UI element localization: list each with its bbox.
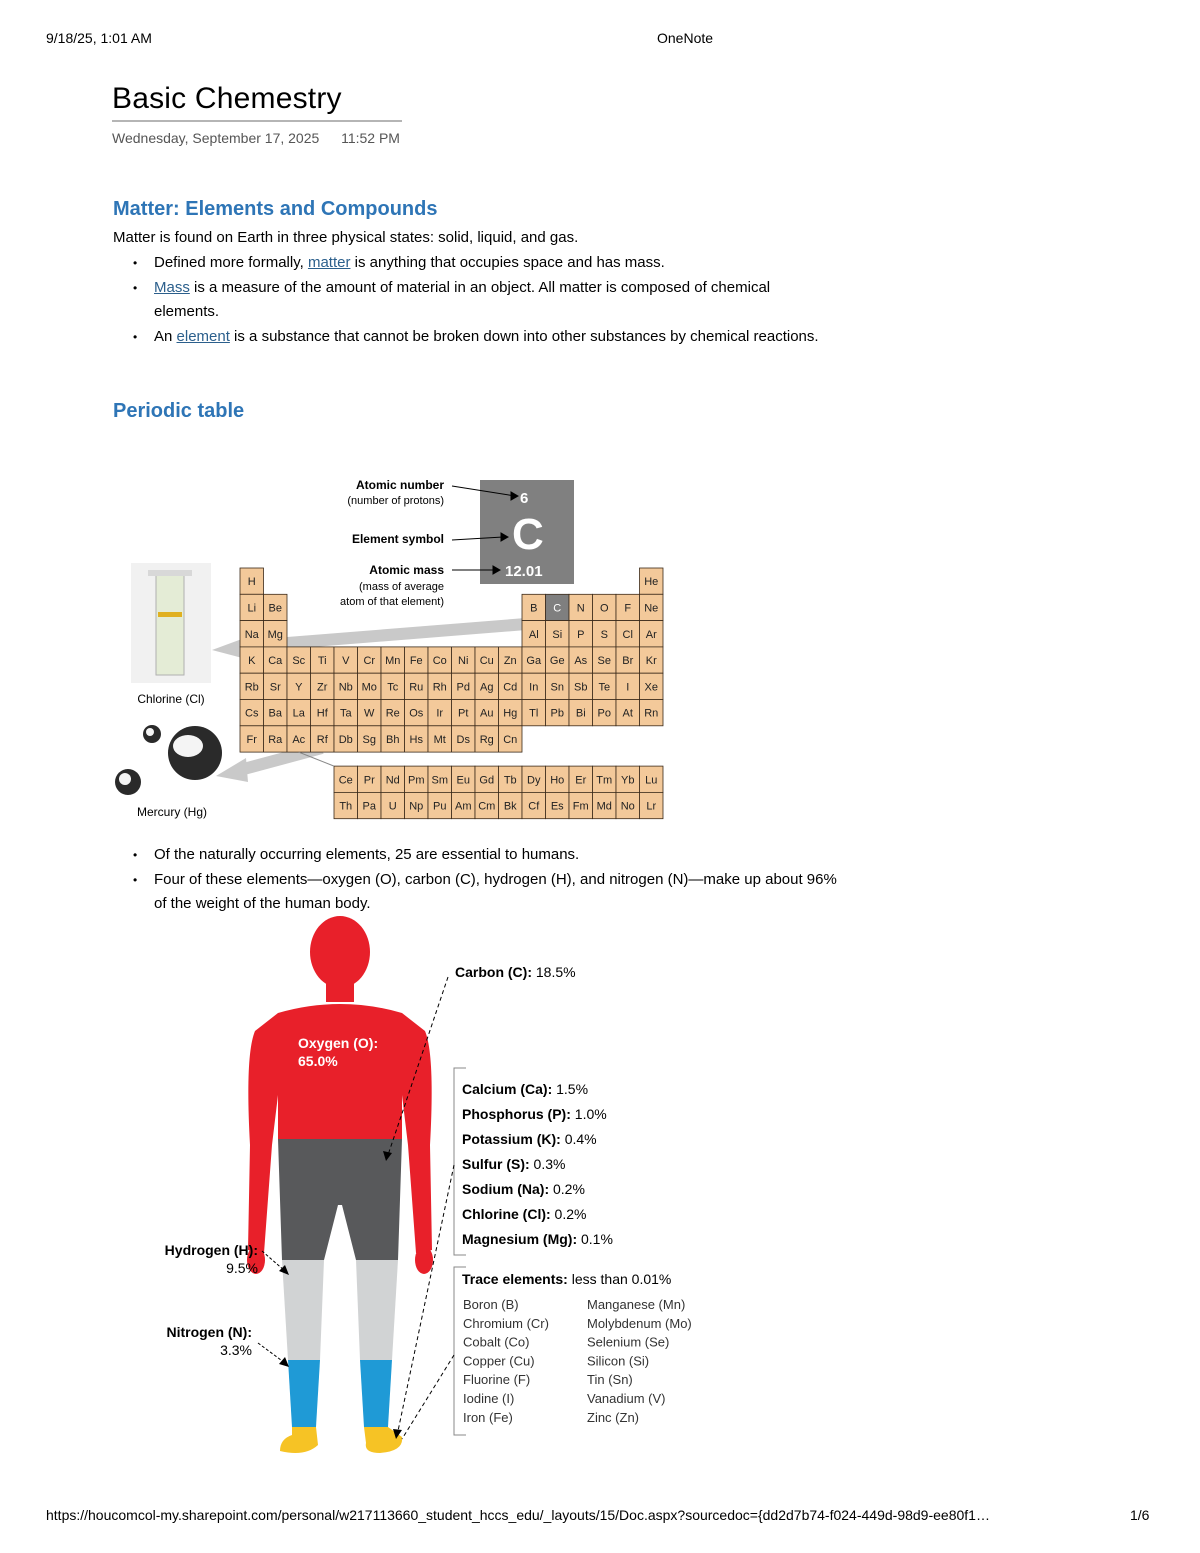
element-symbol-b: B (530, 602, 538, 615)
element-symbol-c: C (553, 602, 562, 615)
element-symbol-rh: Rh (432, 681, 447, 694)
element-symbol-ti: Ti (317, 655, 327, 668)
element-symbol-f: F (624, 602, 632, 615)
minor-element-row (462, 1231, 613, 1247)
matter-bullet-list (113, 251, 833, 350)
element-symbol-nb: Nb (338, 681, 353, 694)
element-symbol-kr: Kr (645, 655, 657, 668)
element-symbol-sm: Sm (431, 774, 448, 787)
matter-intro: Matter is found on Earth in three physical states: solid, liquid, and gas. (113, 229, 579, 246)
atomic-mass-sub2: atom of that element) (340, 596, 444, 608)
trace-element-item: Cobalt (Co) (463, 1334, 530, 1350)
carbon-label (455, 964, 576, 980)
atomic-mass-sub1: (mass of average (359, 581, 444, 593)
callout-number: 6 (520, 490, 529, 507)
element-symbol-cr: Cr (363, 655, 376, 668)
trace-element-item: Boron (B) (463, 1297, 519, 1312)
trace-elements-left (463, 1297, 549, 1425)
element-symbol-bk: Bk (503, 800, 517, 813)
minor-element-row (462, 1156, 565, 1172)
element-symbol-w: W (364, 707, 375, 720)
minor-element-name: Calcium (Ca): (462, 1081, 553, 1097)
element-symbol-es: Es (550, 800, 564, 813)
element-symbol-ds: Ds (456, 733, 470, 746)
minor-element-value: 1.5% (556, 1081, 589, 1097)
bullet-icon: • (133, 873, 138, 887)
element-symbol-gd: Gd (479, 774, 495, 787)
element-symbol-tm: Tm (596, 774, 613, 787)
element-symbol-yb: Yb (621, 774, 635, 787)
nitrogen-value: 3.3% (220, 1342, 252, 1358)
body-head (310, 916, 370, 988)
element-symbol-tl: Tl (529, 707, 539, 720)
element-symbol-ir: Ir (436, 707, 444, 720)
matter-link[interactable]: matter (307, 254, 351, 271)
list-item (113, 325, 833, 349)
minor-elements-list (462, 1081, 613, 1247)
trace-leader-line (402, 1355, 454, 1439)
callout-symbol: C (512, 510, 544, 559)
element-symbol-mg: Mg (267, 628, 283, 641)
print-page-number: 1/6 (1130, 1507, 1150, 1523)
element-symbol-rf: Rf (316, 733, 328, 746)
chlorine-cylinder (156, 575, 184, 675)
chlorine-caption: Chlorine (Cl) (137, 692, 205, 706)
element-link[interactable]: element (176, 328, 230, 345)
element-symbol-no: No (620, 800, 635, 813)
section-heading-periodic: Periodic table (113, 400, 245, 422)
trace-label: Trace elements: (462, 1271, 568, 1287)
body-nitrogen-left-leg (288, 1360, 320, 1427)
element-symbol-te: Te (598, 681, 611, 694)
element-symbol-fe: Fe (409, 655, 423, 668)
element-symbol-fr: Fr (246, 733, 257, 746)
element-symbol-in: In (529, 681, 539, 694)
trace-element-item: Molybdenum (Mo) (587, 1315, 692, 1331)
element-symbol-k: K (248, 655, 256, 668)
element-symbol-au: Au (480, 707, 494, 720)
element-symbol-er: Er (575, 774, 587, 787)
minor-element-value: 0.2% (553, 1181, 585, 1197)
body-hydrogen-right-leg (356, 1260, 398, 1360)
list-item (113, 276, 833, 324)
element-symbol-cu: Cu (479, 655, 494, 668)
elements-bullet-list (113, 843, 853, 917)
body-left-foot (280, 1427, 318, 1453)
element-symbol-label: Element symbol (351, 532, 444, 546)
element-symbol-cd: Cd (503, 681, 518, 694)
minor-element-row (462, 1206, 586, 1222)
element-symbol-nd: Nd (385, 774, 400, 787)
bullet-text: is a measure of the amount of material in an object. All matter is composed of chemical elements. (154, 279, 771, 320)
atomic-mass-label: Atomic mass (369, 563, 444, 577)
element-symbol-hf: Hf (316, 707, 328, 720)
mercury-arrowhead-icon (216, 758, 248, 782)
element-symbol-la: La (292, 707, 305, 720)
mercury-reflection (173, 735, 203, 757)
minor-element-name: Potassium (K): (462, 1131, 561, 1147)
element-symbol-i: I (626, 681, 630, 694)
element-symbol-he: He (644, 576, 659, 589)
element-symbol-mo: Mo (361, 681, 377, 694)
element-symbol-ho: Ho (550, 774, 565, 787)
minor-element-value: 0.3% (533, 1156, 566, 1172)
element-symbol-si: Si (552, 628, 563, 641)
body-carbon-region (278, 1139, 402, 1260)
element-symbol-cl: Cl (622, 628, 633, 641)
minor-element-row (462, 1081, 588, 1097)
page-date-text: Wednesday, September 17, 2025 (112, 130, 320, 146)
element-symbol-v: V (342, 655, 350, 668)
section-heading-matter: Matter: Elements and Compounds (113, 198, 438, 220)
element-symbol-zr: Zr (317, 681, 328, 694)
element-symbol-lr: Lr (646, 800, 657, 813)
element-symbol-ge: Ge (549, 655, 565, 668)
body-nitrogen-right-leg (360, 1360, 392, 1427)
element-symbol-cf: Cf (528, 800, 540, 813)
element-symbol-cm: Cm (478, 800, 496, 813)
arrowhead-icon (279, 1357, 289, 1367)
trace-element-item: Vanadium (V) (587, 1391, 666, 1406)
trace-element-item: Silicon (Si) (587, 1353, 650, 1369)
element-symbol-dy: Dy (527, 774, 541, 787)
trace-elements-right (587, 1297, 692, 1425)
minor-element-value: 0.1% (581, 1231, 613, 1247)
minor-element-value: 1.0% (574, 1106, 607, 1122)
element-symbol-fm: Fm (572, 800, 589, 813)
element-symbol-cs: Cs (245, 707, 259, 720)
bullet-icon: • (133, 330, 138, 344)
chlorine-pointer-arrow (250, 624, 526, 646)
mass-link[interactable]: Mass (154, 279, 190, 296)
bullet-text: Of the naturally occurring elements, 25 are essential to humans. (154, 846, 580, 863)
minor-element-name: Sulfur (S): (462, 1156, 530, 1172)
print-footer-url: https://houcomcol-my.sharepoint.com/personal/w217113660_student_hccs_edu/_layouts/15/Doc.aspx?sourcedoc={dd2d7b74-f024-449d-98d9-ee80f1… (46, 1507, 990, 1523)
element-symbol-ag: Ag (480, 681, 494, 694)
element-symbol-pm: Pm (408, 774, 425, 787)
element-symbol-co: Co (432, 655, 447, 668)
trace-element-item: Iron (Fe) (463, 1409, 513, 1425)
body-right-hand (415, 1246, 433, 1274)
minor-element-name: Chlorine (Cl): (462, 1206, 551, 1222)
minor-element-name: Magnesium (Mg): (462, 1231, 578, 1247)
minor-element-name: Phosphorus (P): (462, 1106, 571, 1122)
page-time-text: 11:52 PM (341, 130, 400, 146)
oxygen-value: 65.0% (298, 1053, 338, 1069)
element-symbol-os: Os (409, 707, 424, 720)
periodic-table-grid (240, 568, 663, 819)
trace-element-item: Selenium (Se) (587, 1334, 670, 1350)
element-symbol-pu: Pu (433, 800, 447, 813)
minor-element-row (462, 1106, 607, 1122)
carbon-name: Carbon (C): (455, 964, 532, 980)
page-date (112, 130, 400, 146)
element-symbol-pd: Pd (456, 681, 470, 694)
body-neck (326, 980, 354, 1002)
element-symbol-am: Am (455, 800, 472, 813)
periodic-table-figure (100, 470, 680, 825)
element-symbol-zn: Zn (503, 655, 517, 668)
bullet-text: is anything that occupies space and has mass. (350, 254, 665, 271)
element-symbol-lu: Lu (645, 774, 658, 787)
nitrogen-label: Nitrogen (N): (166, 1324, 252, 1340)
bullet-text: An (154, 328, 177, 345)
oxygen-label: Oxygen (O): (298, 1035, 379, 1051)
element-symbol-pr: Pr (363, 774, 375, 787)
carbon-value: 18.5% (535, 964, 576, 980)
mercury-reflection (146, 728, 154, 736)
element-symbol-ga: Ga (526, 655, 542, 668)
callout-mass: 12.01 (505, 563, 543, 580)
minor-element-row (462, 1131, 597, 1147)
nitrogen-leader-line (258, 1343, 285, 1363)
element-symbol-ni: Ni (458, 655, 469, 668)
element-symbol-ar: Ar (645, 628, 657, 641)
trace-element-item: Tin (Sn) (587, 1372, 633, 1388)
bullet-icon: • (133, 848, 138, 862)
trace-element-item: Copper (Cu) (463, 1353, 535, 1369)
trace-element-item: Fluorine (F) (463, 1372, 531, 1388)
trace-element-item: Manganese (Mn) (587, 1297, 686, 1312)
element-symbol-y: Y (295, 681, 303, 694)
element-symbol-as: As (574, 655, 588, 668)
element-symbol-np: Np (409, 800, 424, 813)
atomic-number-label: Atomic number (355, 478, 444, 492)
element-symbol-th: Th (339, 800, 353, 813)
element-symbol-xe: Xe (644, 681, 658, 694)
minor-element-value: 0.4% (564, 1131, 597, 1147)
element-symbol-rn: Rn (644, 707, 659, 720)
bullet-text: is a substance that cannot be broken down into other substances by chemical reactions. (229, 328, 819, 345)
minor-element-row (462, 1181, 585, 1197)
print-app-name: OneNote (657, 30, 714, 46)
bullet-text: Four of these elements—oxygen (O), carbon (C), hydrogen (H), and nitrogen (N)—make up about 96% of the weight of the human body. (154, 871, 837, 912)
element-symbol-ba: Ba (268, 707, 282, 720)
trace-element-item: Iodine (I) (463, 1391, 515, 1406)
human-body-figure (140, 915, 740, 1460)
bullet-text: Defined more formally, (154, 254, 308, 271)
element-symbol-h: H (247, 576, 256, 589)
element-symbol-mt: Mt (433, 733, 446, 746)
element-symbol-at: At (622, 707, 633, 720)
element-symbol-hg: Hg (503, 707, 518, 720)
element-symbol-ce: Ce (338, 774, 353, 787)
element-symbol-md: Md (596, 800, 612, 813)
element-symbol-pt: Pt (458, 707, 469, 720)
element-symbol-ne: Ne (644, 602, 659, 615)
element-symbol-sc: Sc (292, 655, 306, 668)
list-item (113, 843, 853, 867)
element-symbol-se: Se (597, 655, 611, 668)
element-symbol-sb: Sb (574, 681, 588, 694)
minor-element-name: Sodium (Na): (462, 1181, 550, 1197)
element-symbol-pb: Pb (550, 707, 564, 720)
element-symbol-ra: Ra (268, 733, 283, 746)
list-item (113, 251, 833, 275)
cylinder-cap (148, 570, 192, 576)
element-symbol-ac: Ac (292, 733, 306, 746)
element-symbol-cn: Cn (503, 733, 518, 746)
cylinder-label (158, 612, 182, 617)
element-symbol-o: O (599, 602, 609, 615)
body-hydrogen-left-leg (282, 1260, 324, 1360)
trace-heading (462, 1271, 671, 1287)
element-symbol-pa: Pa (362, 800, 376, 813)
element-symbol-sg: Sg (362, 733, 376, 746)
element-symbol-ca: Ca (268, 655, 283, 668)
element-symbol-u: U (388, 800, 397, 813)
trace-element-item: Chromium (Cr) (463, 1315, 549, 1331)
element-symbol-p: P (577, 628, 585, 641)
element-symbol-tb: Tb (503, 774, 517, 787)
page-title: Basic Chemestry (112, 82, 342, 115)
element-symbol-tc: Tc (387, 681, 399, 694)
element-symbol-br: Br (622, 655, 634, 668)
element-symbol-na: Na (244, 628, 259, 641)
element-symbol-bi: Bi (575, 707, 586, 720)
minor-element-value: 0.2% (554, 1206, 587, 1222)
element-symbol-al: Al (528, 628, 539, 641)
hydrogen-label: Hydrogen (H): (164, 1242, 258, 1258)
trace-element-item: Zinc (Zn) (587, 1409, 639, 1425)
element-symbol-rb: Rb (244, 681, 259, 694)
element-symbol-n: N (576, 602, 585, 615)
element-symbol-be: Be (268, 602, 282, 615)
print-datetime: 9/18/25, 1:01 AM (46, 30, 152, 46)
element-symbol-db: Db (338, 733, 353, 746)
bullet-icon: • (133, 256, 138, 270)
element-symbol-li: Li (247, 602, 257, 615)
mercury-reflection (119, 773, 131, 785)
element-symbol-eu: Eu (456, 774, 470, 787)
hydrogen-value: 9.5% (226, 1260, 258, 1276)
list-item (113, 868, 853, 916)
element-symbol-sr: Sr (269, 681, 281, 694)
element-symbol-ru: Ru (409, 681, 424, 694)
mercury-caption: Mercury (Hg) (136, 805, 208, 819)
element-symbol-hs: Hs (409, 733, 423, 746)
element-symbol-mn: Mn (385, 655, 401, 668)
trace-value: less than 0.01% (571, 1271, 672, 1287)
bullet-icon: • (133, 281, 138, 295)
element-symbol-rg: Rg (479, 733, 494, 746)
element-symbol-ta: Ta (339, 707, 352, 720)
atomic-number-sub: (number of protons) (347, 495, 444, 507)
element-symbol-s: S (600, 628, 608, 641)
element-symbol-bh: Bh (386, 733, 400, 746)
title-underline (112, 120, 402, 122)
hydrogen-leader-line (262, 1251, 285, 1271)
element-symbol-re: Re (385, 707, 400, 720)
element-symbol-po: Po (597, 707, 611, 720)
element-symbol-sn: Sn (550, 681, 564, 694)
